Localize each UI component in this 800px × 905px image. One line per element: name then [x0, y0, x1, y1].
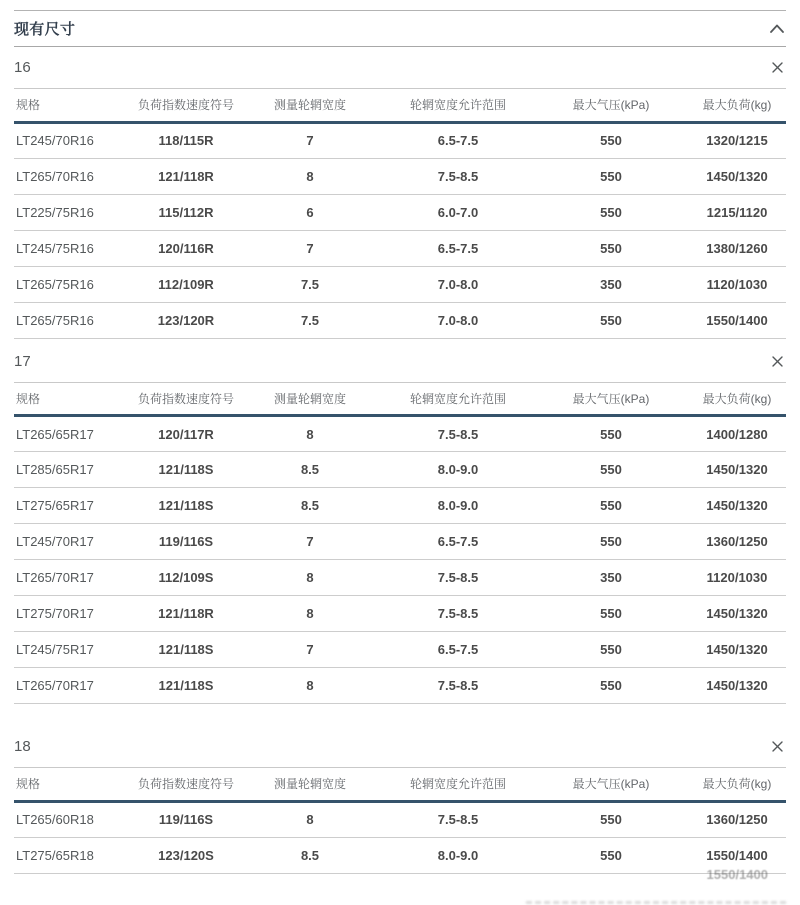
- value-cell: 8: [306, 168, 314, 184]
- value-cell: 6.5-7.5: [437, 240, 479, 256]
- column-header: 规格: [16, 777, 41, 792]
- value-cell: 123/120S: [158, 847, 214, 863]
- table-row: [14, 488, 786, 524]
- value-cell: 7: [306, 642, 314, 657]
- spec-cell: LT265/60R18: [16, 812, 94, 827]
- value-cell: 6: [306, 204, 314, 220]
- value-cell: 550: [600, 426, 622, 442]
- spec-cell: LT265/70R17: [16, 570, 94, 585]
- value-cell: 7.5: [300, 276, 320, 292]
- value-cell: 121/118S: [158, 642, 214, 657]
- table-row: [14, 632, 786, 668]
- table-row: [14, 266, 786, 302]
- column-header: 测量轮辋宽度: [273, 391, 346, 406]
- value-cell: 121/118R: [158, 606, 214, 621]
- table-row: [14, 668, 786, 704]
- close-icon[interactable]: [768, 59, 786, 77]
- column-header: 负荷指数速度符号: [137, 777, 234, 792]
- table-row: [14, 194, 786, 230]
- column-header: 测量轮辋宽度: [273, 777, 346, 792]
- section-label: 16: [14, 59, 31, 76]
- value-cell: 550: [600, 462, 622, 477]
- spec-cell: LT265/65R17: [16, 426, 94, 442]
- value-cell: 7.5-8.5: [437, 570, 479, 585]
- value-cell: 119/116S: [158, 534, 214, 549]
- value-cell: 550: [600, 847, 622, 863]
- close-icon[interactable]: [768, 738, 786, 756]
- spec-cell: LT265/70R17: [16, 678, 94, 693]
- value-cell: 112/109R: [158, 276, 214, 292]
- spec-table: [14, 383, 786, 705]
- value-cell: 1400/1280: [706, 426, 768, 442]
- column-header: 最大负荷(kg): [702, 777, 772, 792]
- value-cell: 1360/1250: [706, 812, 768, 827]
- value-cell: 8: [306, 812, 314, 827]
- table-row: [14, 230, 786, 266]
- value-cell: 7.5-8.5: [437, 678, 479, 693]
- value-cell: 121/118S: [158, 498, 214, 513]
- value-cell: 6.5-7.5: [437, 534, 479, 549]
- spec-cell: LT245/70R16: [16, 133, 94, 148]
- chevron-up-icon[interactable]: [768, 20, 786, 38]
- value-cell: 7: [306, 534, 314, 549]
- spec-cell: LT265/75R16: [16, 312, 94, 328]
- column-header: 规格: [16, 98, 41, 113]
- column-header: 最大气压(kPa): [572, 391, 650, 406]
- value-cell: 8.0-9.0: [437, 847, 479, 863]
- value-cell: 6.0-7.0: [437, 204, 479, 220]
- column-header: 轮辋宽度允许范围: [409, 391, 506, 406]
- spec-cell: LT245/75R16: [16, 240, 94, 256]
- spec-cell: LT275/65R18: [16, 847, 94, 863]
- table-row: [14, 596, 786, 632]
- spec-table: [14, 768, 786, 874]
- column-header: 轮辋宽度允许范围: [409, 777, 506, 792]
- panel-header[interactable]: [14, 10, 786, 47]
- value-cell: 550: [600, 678, 622, 693]
- value-cell: 120/116R: [158, 240, 214, 256]
- spec-cell: LT285/65R17: [16, 462, 94, 477]
- column-header: 最大负荷(kg): [702, 98, 772, 113]
- value-cell: 550: [600, 168, 622, 184]
- value-cell: 1450/1320: [706, 462, 768, 477]
- value-cell: 1450/1320: [706, 642, 768, 657]
- value-cell: 123/120R: [157, 312, 215, 328]
- value-cell: 7.0-8.0: [437, 276, 479, 292]
- value-cell: 550: [600, 240, 622, 256]
- spec-cell: LT245/70R17: [16, 534, 94, 549]
- value-cell: 8.0-9.0: [437, 462, 479, 477]
- section-header: [14, 47, 786, 89]
- value-cell: 6.5-7.5: [437, 133, 479, 148]
- value-cell: 121/118R: [158, 168, 214, 184]
- value-cell: 6.5-7.5: [437, 642, 479, 657]
- value-cell: 8.5: [300, 847, 320, 863]
- value-cell: 1215/1120: [706, 204, 768, 220]
- value-cell: 8.0-9.0: [437, 498, 479, 513]
- value-cell: 550: [600, 204, 622, 220]
- table-header-row: [14, 89, 786, 122]
- column-header: 最大气压(kPa): [572, 98, 650, 113]
- sections-container: [14, 47, 786, 874]
- spec-cell: LT245/75R17: [16, 642, 94, 657]
- column-header: 负荷指数速度符号: [137, 391, 234, 406]
- value-cell: 550: [600, 498, 622, 513]
- table-row: [14, 560, 786, 596]
- value-cell: 7.5-8.5: [437, 426, 479, 442]
- value-cell: 550: [600, 606, 622, 621]
- table-header-row: [14, 383, 786, 416]
- table-row: [14, 452, 786, 488]
- value-cell: 550: [600, 534, 622, 549]
- value-cell: 7.5: [300, 312, 320, 328]
- ghost-text: 1550/1400: [706, 867, 768, 882]
- screenshot-seam-artifact: [526, 867, 786, 905]
- section-label: 18: [14, 738, 31, 755]
- ghost-line: [526, 901, 786, 904]
- value-cell: 350: [600, 570, 622, 585]
- value-cell: 1450/1320: [706, 678, 768, 693]
- table-row: [14, 837, 786, 873]
- value-cell: 121/118S: [158, 678, 214, 693]
- table-header-row: [14, 768, 786, 801]
- column-header: 测量轮辋宽度: [273, 98, 346, 113]
- spec-cell: LT265/70R16: [16, 168, 94, 184]
- value-cell: 8.5: [300, 498, 320, 513]
- section-header: [14, 726, 786, 768]
- size-section: [14, 47, 786, 339]
- value-cell: 120/117R: [158, 426, 214, 442]
- table-row: [14, 302, 786, 338]
- size-section: [14, 726, 786, 874]
- spec-cell: LT275/70R17: [16, 606, 94, 621]
- value-cell: 550: [600, 642, 622, 657]
- spec-cell: LT265/75R16: [16, 276, 94, 292]
- value-cell: 1550/1400: [706, 312, 768, 328]
- value-cell: 1120/1030: [706, 276, 768, 292]
- spec-cell: LT275/65R17: [16, 498, 94, 513]
- table-row: [14, 801, 786, 837]
- value-cell: 350: [600, 276, 622, 292]
- value-cell: 7.5-8.5: [437, 606, 479, 621]
- value-cell: 550: [600, 312, 622, 328]
- value-cell: 1120/1030: [706, 570, 768, 585]
- column-header: 最大负荷(kg): [702, 391, 772, 406]
- close-icon[interactable]: [768, 352, 786, 370]
- size-section: [14, 341, 786, 705]
- value-cell: 119/116S: [158, 812, 214, 827]
- table-row: [14, 122, 786, 158]
- value-cell: 121/118S: [158, 462, 214, 477]
- value-cell: 8: [306, 426, 314, 442]
- spec-cell: LT225/75R16: [16, 204, 94, 220]
- value-cell: 115/112R: [158, 204, 214, 220]
- column-header: 轮辋宽度允许范围: [409, 98, 506, 113]
- value-cell: 7: [306, 240, 314, 256]
- table-row: [14, 524, 786, 560]
- value-cell: 550: [600, 812, 622, 827]
- section-header: [14, 341, 786, 383]
- value-cell: 7.5-8.5: [437, 168, 479, 184]
- value-cell: 1320/1215: [706, 133, 768, 148]
- value-cell: 7.5-8.5: [437, 812, 479, 827]
- spec-table: [14, 89, 786, 339]
- value-cell: 8: [306, 606, 314, 621]
- value-cell: 1450/1320: [706, 606, 768, 621]
- column-header: 规格: [16, 391, 41, 406]
- value-cell: 118/115R: [158, 133, 214, 148]
- value-cell: 8.5: [300, 462, 320, 477]
- value-cell: 112/109S: [158, 570, 214, 585]
- value-cell: 1380/1260: [706, 240, 768, 256]
- value-cell: 1450/1320: [706, 168, 768, 184]
- value-cell: 1360/1250: [706, 534, 768, 549]
- value-cell: 1450/1320: [706, 498, 768, 513]
- section-label: 17: [14, 352, 31, 370]
- column-header: 最大气压(kPa): [572, 777, 650, 792]
- value-cell: 7: [306, 133, 314, 148]
- value-cell: 8: [306, 570, 314, 585]
- available-sizes-page: [0, 10, 800, 905]
- value-cell: 8: [306, 678, 314, 693]
- table-row: [14, 416, 786, 452]
- panel-title: 现有尺寸: [14, 21, 76, 38]
- column-header: 负荷指数速度符号: [137, 98, 234, 113]
- value-cell: 7.0-8.0: [437, 312, 479, 328]
- table-row: [14, 158, 786, 194]
- value-cell: 1550/1400: [706, 847, 768, 863]
- value-cell: 550: [600, 133, 622, 148]
